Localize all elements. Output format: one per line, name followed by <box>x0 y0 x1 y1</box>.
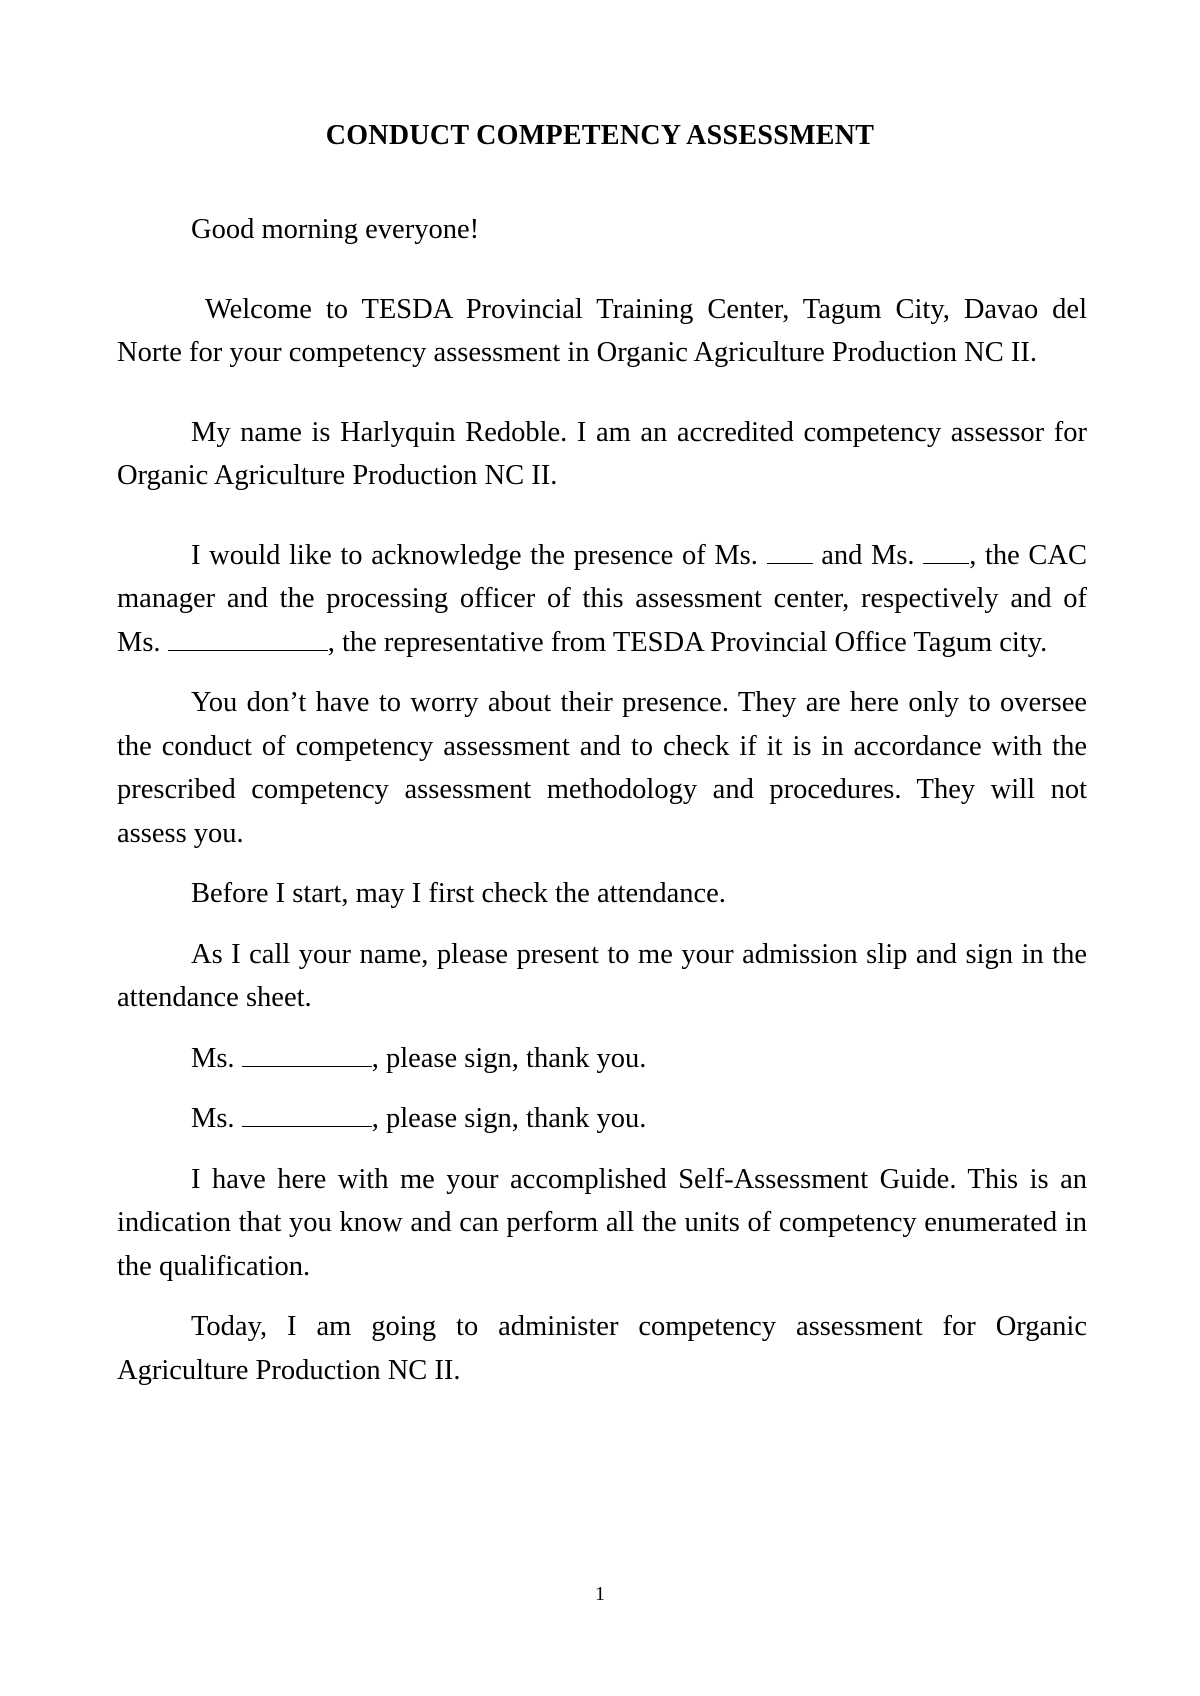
acknowledge-text-2: and Ms. <box>821 539 915 571</box>
greeting-paragraph: Good morning everyone! <box>191 214 480 245</box>
attendance-paragraph: Before I start, may I first check the attendance. <box>191 878 726 909</box>
document-title: CONDUCT COMPETENCY ASSESSMENT <box>325 120 875 151</box>
acknowledge-text-4: , the representative from TESDA Provincial Office Tagum city. <box>327 626 1048 658</box>
acknowledge-paragraph <box>117 534 1087 665</box>
page-number: 1 <box>595 1583 605 1605</box>
administer-paragraph: Today, I am going to administer competency assessment for Organic Agriculture Production NC II. <box>117 1311 1087 1386</box>
intro-paragraph: My name is Harlyquin Redoble. I am an accredited competency assessor for Organic Agriculture Production NC II. <box>117 416 1087 491</box>
acknowledge-text-1: I would like to acknowledge the presence of Ms. <box>191 539 758 571</box>
document-body <box>117 208 1087 1392</box>
representative-name-blank <box>168 628 328 651</box>
sign-line-prefix: Ms. <box>191 1042 235 1074</box>
attendee-name-blank <box>242 1104 372 1127</box>
sign-line-suffix: , please sign, thank you. <box>371 1042 647 1074</box>
sign-line-prefix: Ms. <box>191 1103 235 1134</box>
call-name-paragraph: As I call your name, please present to me your admission slip and sign in the attendance sheet. <box>117 938 1087 1013</box>
reassure-paragraph: You don’t have to worry about their presence. They are here only to oversee the conduct of competency assessment and to check if it is in accordance with the prescribed competency assessment methodology and procedures. They will not assess you. <box>117 687 1087 849</box>
sign-line-suffix: , please sign, thank you. <box>371 1103 647 1134</box>
sign-line <box>117 1097 1087 1141</box>
manager-name-blank <box>767 541 813 564</box>
officer-name-blank <box>923 541 969 564</box>
sign-line <box>117 1037 1087 1081</box>
attendee-name-blank <box>242 1044 372 1067</box>
self-assessment-paragraph: I have here with me your accomplished Self-Assessment Guide. This is an indication that you know and can perform all the units of competency enumerated in the qualification. <box>117 1163 1087 1282</box>
acknowledge-text-3: , the CAC manager and the processing officer of this assessment center, respectively and of Ms. <box>117 539 1088 658</box>
welcome-paragraph: Welcome to TESDA Provincial Training Center, Tagum City, Davao del Norte for your competency assessment in Organic Agriculture Production NC II. <box>117 293 1087 368</box>
